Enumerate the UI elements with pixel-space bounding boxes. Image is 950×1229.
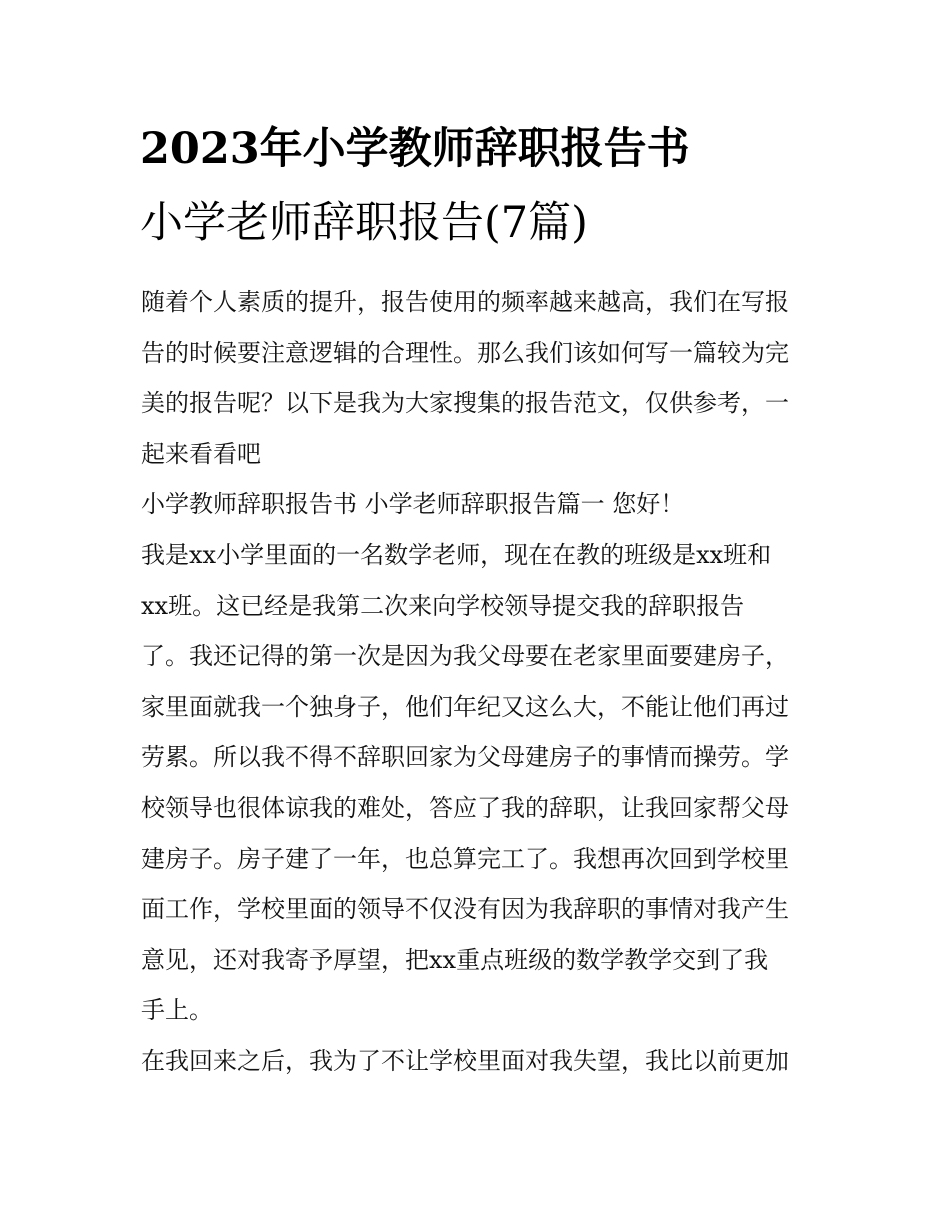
body-line: 起来看看吧: [141, 439, 261, 468]
body-line: 美的报告呢？以下是我为大家搜集的报告范文，仅供参考，一: [141, 389, 789, 418]
document-title: [140, 112, 820, 260]
body-line: xx班。这已经是我第二次来向学校领导提交我的辞职报告: [141, 591, 745, 620]
body-line: 我是xx小学里面的一名数学老师，现在在教的班级是xx班和: [141, 540, 772, 569]
body-line: 告的时候要注意逻辑的合理性。那么我们该如何写一篇较为完: [141, 338, 789, 367]
body-line: 家里面就我一个独身子，他们年纪又这么大，不能让他们再过: [141, 692, 789, 721]
title-line-2: 小学老师辞职报告(7篇): [140, 198, 588, 248]
body-line: 手上。: [141, 996, 213, 1025]
body-line: 意见，还对我寄予厚望，把xx重点班级的数学教学交到了我: [141, 945, 769, 974]
title-line-1: 2023年小学教师辞职报告书: [140, 124, 690, 174]
body-line: 了。我还记得的第一次是因为我父母要在老家里面要建房子，: [141, 642, 789, 671]
body-line: 劳累。所以我不得不辞职回家为父母建房子的事情而操劳。学: [141, 743, 789, 772]
body-line: 建房子。房子建了一年，也总算完工了。我想再次回到学校里: [141, 844, 789, 873]
body-line: 校领导也很体谅我的难处，答应了我的辞职，让我回家帮父母: [141, 793, 789, 822]
section-heading-line: 小学教师辞职报告书 小学老师辞职报告篇一 您好！: [141, 490, 685, 519]
body-line: 面工作，学校里面的领导不仅没有因为我辞职的事情对我产生: [141, 895, 789, 924]
body-line: 随着个人素质的提升，报告使用的频率越来越高，我们在写报: [141, 288, 789, 316]
document-body: [141, 277, 821, 1087]
body-line: 在我回来之后，我为了不让学校里面对我失望，我比以前更加: [141, 1046, 789, 1075]
